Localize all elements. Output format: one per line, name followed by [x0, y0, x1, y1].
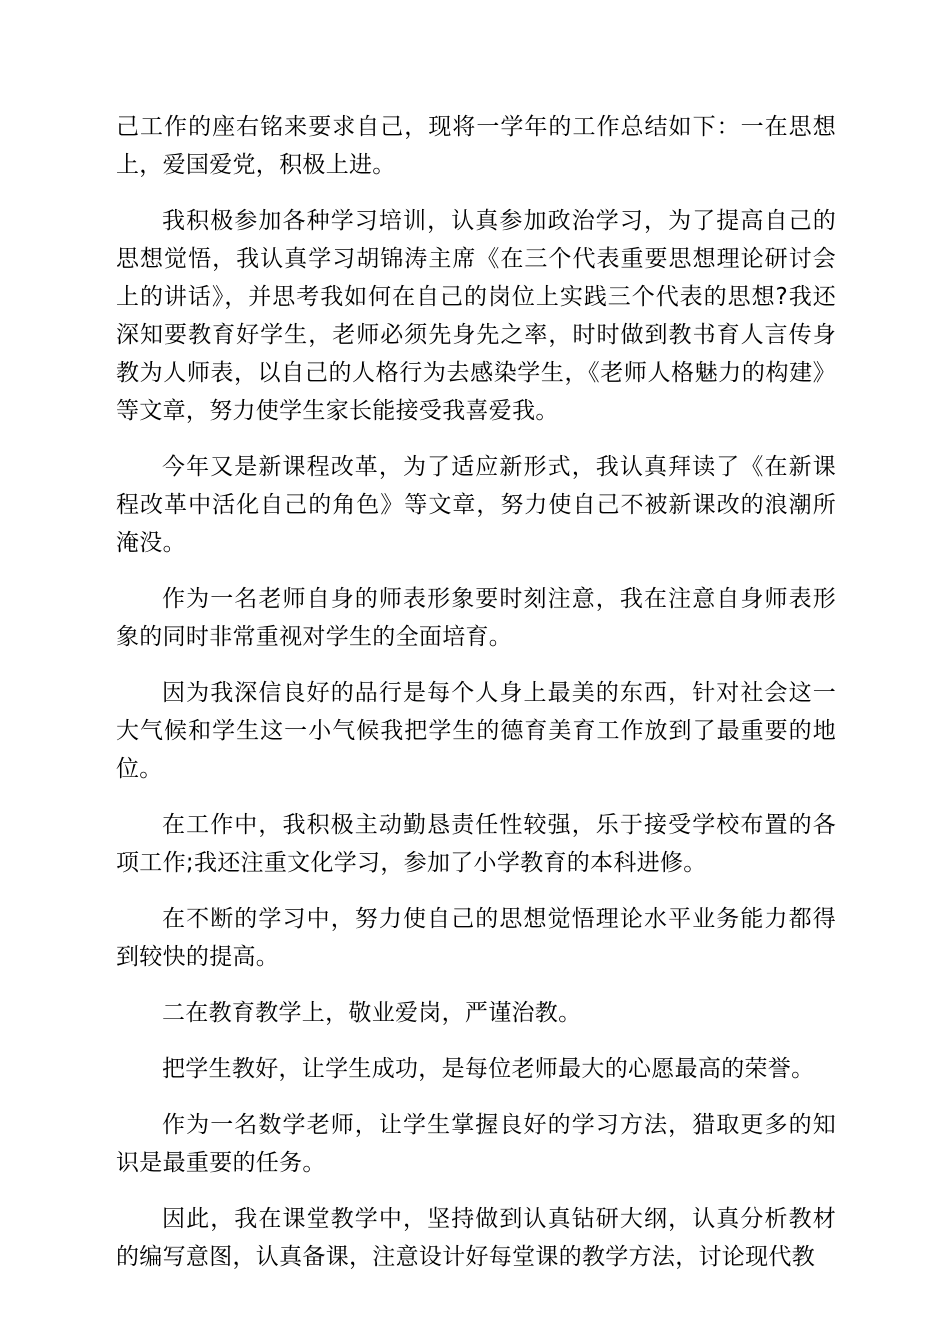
paragraph-9: 把学生教好，让学生成功，是每位老师最大的心愿最高的荣誉。 [162, 1056, 815, 1082]
document-page [116, 108, 836, 1294]
paragraph-5: 因为我深信良好的品行是每个人身上最美的东西，针对社会这一大气候和学生这一小气候我把学生的德育美育工作放到了最重要的地位。 [116, 680, 836, 782]
paragraph-10: 作为一名数学老师，让学生掌握良好的学习方法，猎取更多的知识是最重要的任务。 [116, 1112, 836, 1176]
paragraph-1: 己工作的座右铭来要求自己，现将一学年的工作总结如下：一在思想上，爱国爱党，积极上进。 [116, 114, 836, 178]
paragraph-6: 在工作中，我积极主动勤恳责任性较强，乐于接受学校布置的各项工作;我还注重文化学习，参加了小学教育的本科进修。 [116, 812, 836, 876]
paragraph-7: 在不断的学习中，努力使自己的思想觉悟理论水平业务能力都得到较快的提高。 [116, 906, 836, 970]
paragraph-3: 今年又是新课程改革，为了适应新形式，我认真拜读了《在新课程改革中活化自己的角色》等文章，努力使自己不被新课改的浪潮所淹没。 [116, 454, 836, 556]
paragraph-2: 我积极参加各种学习培训，认真参加政治学习，为了提高自己的思想觉悟，我认真学习胡锦涛主席《在三个代表重要思想理论研讨会上的讲话》，并思考我如何在自己的岗位上实践三个代表的思想?我还深知要教育好学生，老师必须先身先之率，时时做到教书育人言传身教为人师表，以自己的人格行为去感染学生，《老师人格魅力的构建》等文章，努力使学生家长能接受我喜爱我。 [116, 208, 836, 424]
paragraph-8: 二在教育教学上，敬业爱岗，严谨治教。 [162, 1000, 582, 1026]
paragraph-4: 作为一名老师自身的师表形象要时刻注意，我在注意自身师表形象的同时非常重视对学生的全面培育。 [116, 586, 836, 650]
paragraph-11: 因此，我在课堂教学中，坚持做到认真钻研大纲，认真分析教材的编写意图，认真备课，注意设计好每堂课的教学方法，讨论现代教 [116, 1206, 836, 1270]
